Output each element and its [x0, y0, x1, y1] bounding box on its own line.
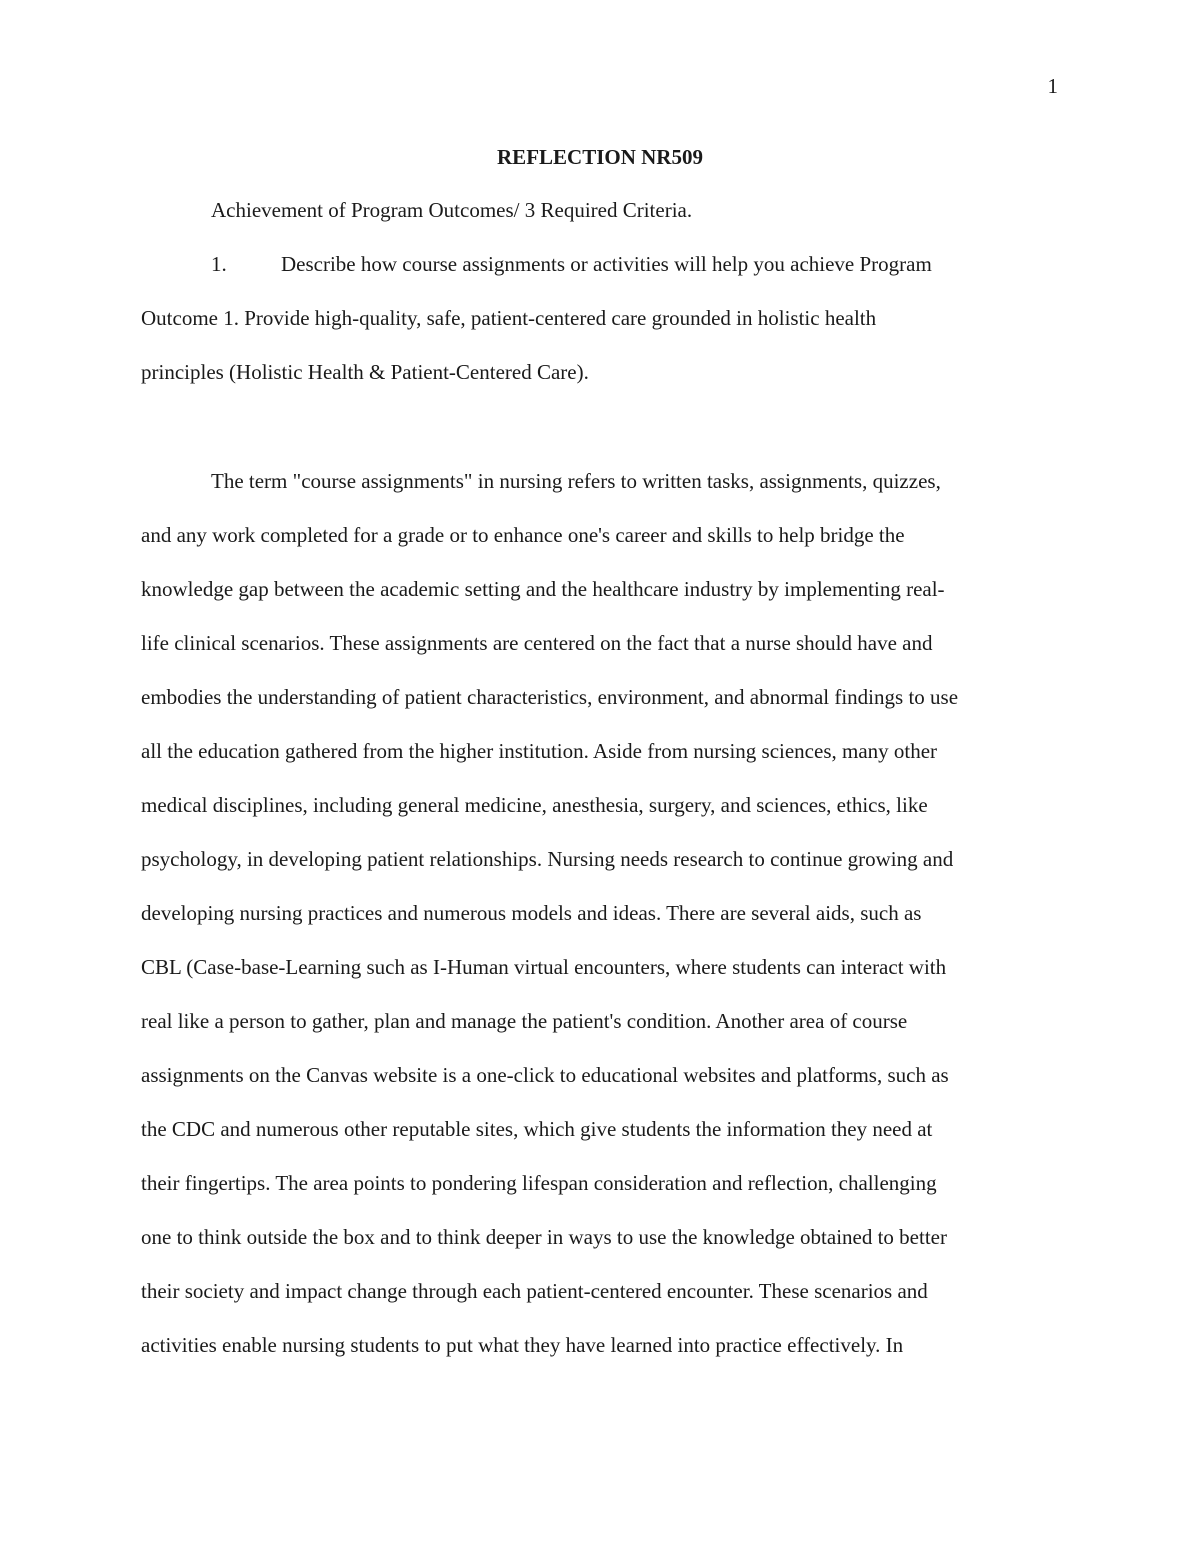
paragraph-line: medical disciplines, including general medicine, anesthesia, surgery, and sciences, ethics, like [141, 793, 928, 817]
paragraph-line: developing nursing practices and numerous models and ideas. There are several aids, such as [141, 901, 922, 925]
paragraph-line: assignments on the Canvas website is a one-click to educational websites and platforms, such as [141, 1063, 949, 1087]
paragraph-line: real like a person to gather, plan and manage the patient's condition. Another area of course [141, 1009, 908, 1033]
question-block [141, 183, 1059, 399]
paragraph-line: one to think outside the box and to think deeper in ways to use the knowledge obtained to better [141, 1225, 947, 1249]
document-title: REFLECTION NR509 [497, 145, 703, 169]
paragraph-line: life clinical scenarios. These assignments are centered on the fact that a nurse should have and [141, 631, 933, 655]
question-line [141, 237, 1059, 291]
paragraph-line: their fingertips. The area points to pondering lifespan consideration and reflection, challenging [141, 1171, 937, 1195]
question-number: 1. [211, 252, 227, 276]
question-line: Outcome 1. Provide high-quality, safe, patient-centered care grounded in holistic health [141, 306, 877, 330]
paragraph-line: activities enable nursing students to put what they have learned into practice effectively. In [141, 1333, 904, 1357]
question-text: Describe how course assignments or activities will help you achieve Program [281, 252, 932, 276]
paragraph-line: the CDC and numerous other reputable sites, which give students the information they need at [141, 1117, 933, 1141]
paragraph-line: CBL (Case-base-Learning such as I-Human virtual encounters, where students can interact with [141, 955, 947, 979]
question-line: principles (Holistic Health & Patient-Centered Care). [141, 360, 589, 384]
paragraph-line: their society and impact change through each patient-centered encounter. These scenarios and [141, 1279, 928, 1303]
paragraph-line: psychology, in developing patient relationships. Nursing needs research to continue growing and [141, 847, 954, 871]
subheading: Achievement of Program Outcomes/ 3 Required Criteria. [211, 198, 693, 222]
paragraph-line: all the education gathered from the higher institution. Aside from nursing sciences, many other [141, 739, 938, 763]
paragraph-line: embodies the understanding of patient characteristics, environment, and abnormal findings to use [141, 685, 959, 709]
body-paragraph [141, 454, 1059, 1372]
paragraph-line: The term "course assignments" in nursing refers to written tasks, assignments, quizzes, [211, 469, 941, 493]
page-number: 1 [1047, 74, 1058, 98]
paragraph-line: and any work completed for a grade or to enhance one's career and skills to help bridge the [141, 523, 905, 547]
paragraph-line: knowledge gap between the academic setting and the healthcare industry by implementing real- [141, 577, 945, 601]
